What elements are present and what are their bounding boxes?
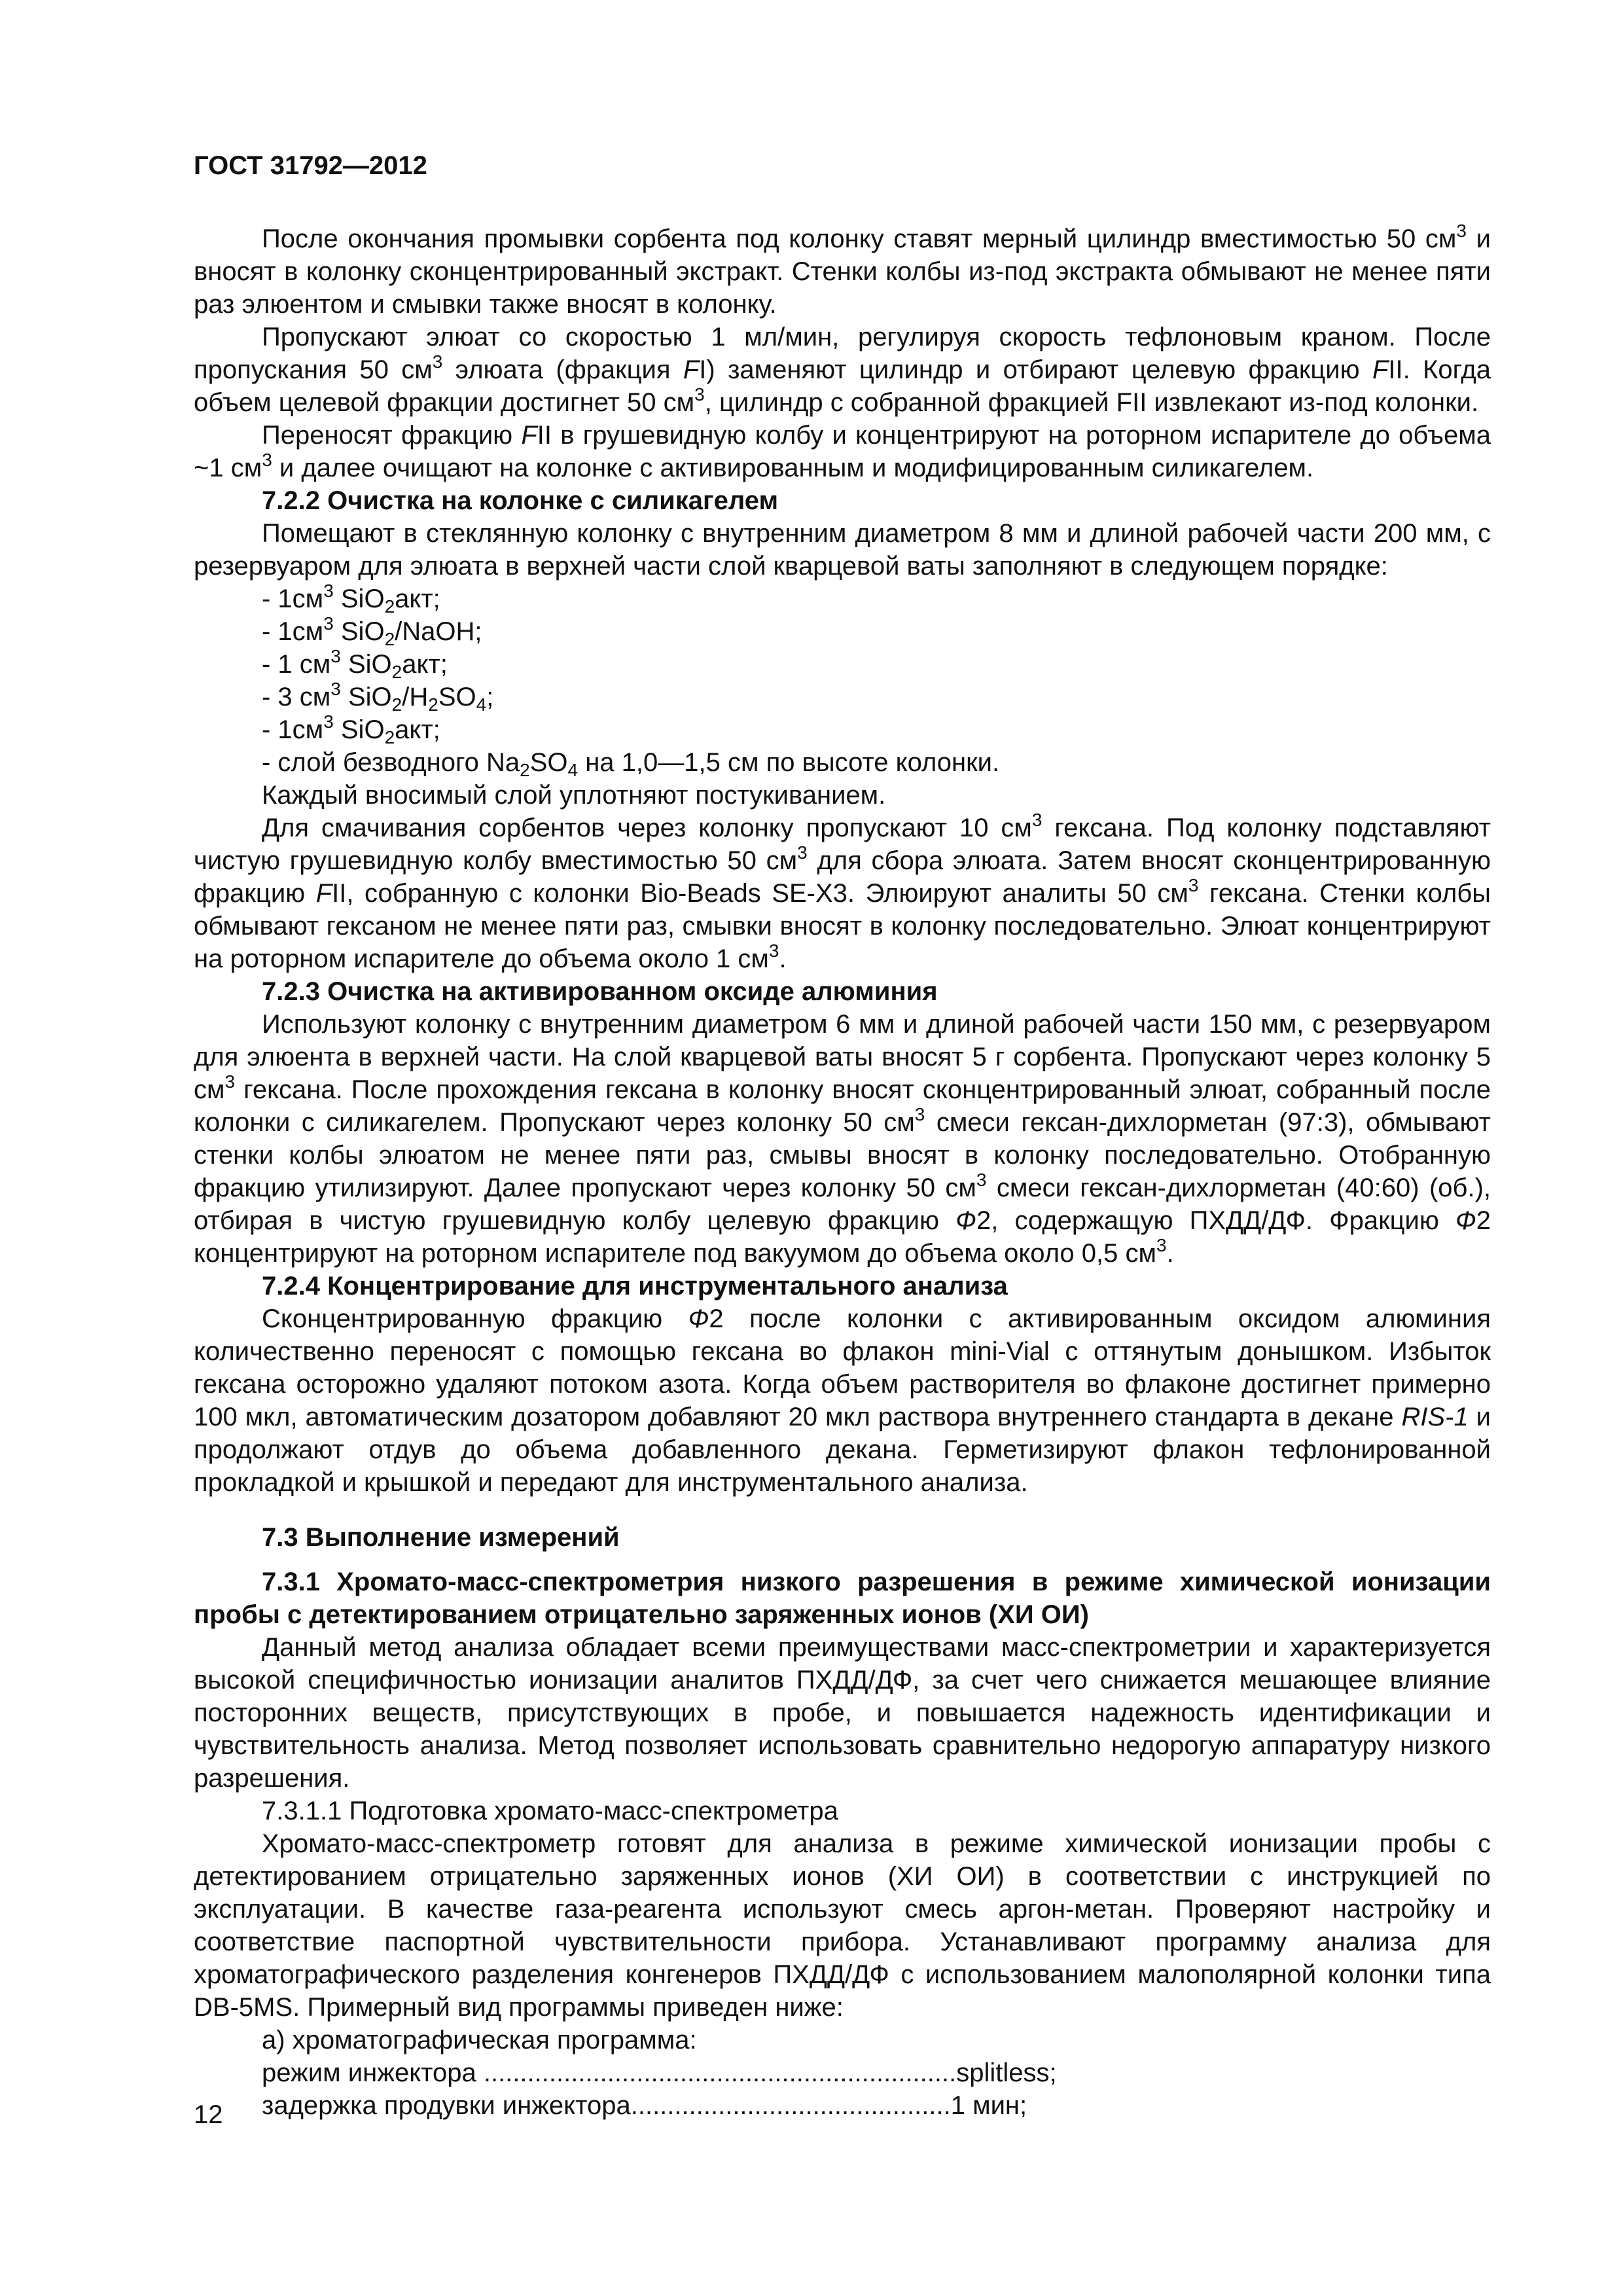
paragraph: Пропускают элюат со скоростью 1 мл/мин, регулируя скорость тефлоновым краном. После пропускания 50 $см^3$ элюата (фракция FI) заменяют цилиндр и отбирают целевую фракцию FII. Когда объем целевой фракции достигнет 50 $см^3$, цилиндр с собранной фракцией FII извлекают из-под колонки.: [194, 323, 1491, 417]
paragraph: После окончания промывки сорбента под колонку ставят мерный цилиндр вместимостью 50 $см^3$ и вносят в колонку сконцентрированный экстракт. Стенки колбы из-под экстракта обмывают не менее пяти раз элюентом и смывки также вносят в колонку.: [194, 221, 1491, 319]
list-item: - слой безводного $Na_2SO_4$ на 1,0—1,5 см по высоте колонки.: [262, 748, 1000, 780]
program-line: задержка продувки инжектора............................................1 мин;: [262, 2091, 1027, 2120]
paragraph: Переносят фракцию FII в грушевидную колбу и концентрируют на роторном испарителе до объема ~1 $см^3$ и далее очищают на колонке с активированным и модифицированным силикагелем.: [194, 421, 1491, 482]
paragraph: Используют колонку с внутренним диаметром 6 мм и длиной рабочей части 150 мм, с резервуаром для элюента в верхней части. На слой кварцевой ваты вносят 5 г сорбента. Пропускают через колонку 5 $см^3$ гексана. После прохождения гексана в колонку вносят сконцентрированный элюат, собранный после колонки с силикагелем. Пропускают через колонку 50 $см^3$ смеси гексан-дихлорметан (97:3), обмывают стенки колбы элюатом не менее пяти раз, смывы вносят в колонку последовательно. Отобранную фракцию утилизируют. Далее пропускают через колонку 50 $см^3$ смеси гексан-дихлорметан (40:60) (об.), отбирая в чистую грушевидную колбу целевую фракцию Ф2, содержащую ПХДД/ДФ. Фракцию Ф2 концентрируют на роторном испарителе под вакуумом до объема около 0,5 $см^3$.: [194, 1010, 1491, 1268]
paragraph: Помещают в стеклянную колонку с внутренним диаметром 8 мм и длиной рабочей части 200 мм, с резервуаром для элюата в верхней части слой кварцевой ваты заполняют в следующем порядке:: [194, 519, 1491, 581]
document-body: [194, 223, 1491, 2122]
paragraph: Данный метод анализа обладает всеми преимуществами масс-спектрометрии и характеризуется высокой специфичностью ионизации аналитов ПХДД/ДФ, за счет чего снижается мешающее влияние посторонних веществ, присутствующих в пробе, и повышается надежность идентификации и чувствительность анализа. Метод позволяет использовать сравнительно недорогую аппаратуру низкого разрешения.: [194, 1633, 1491, 1793]
section-heading-7-3: 7.3 Выполнение измерений: [262, 1523, 620, 1552]
list-item: - $1см^3$ SiO$_2$/NaOH;: [262, 613, 482, 649]
paragraph: Хромато-масс-спектрометр готовят для анализа в режиме химической ионизации пробы с детектированием отрицательно заряженных ионов (ХИ ОИ) в соответствии с инструкцией по эксплуатации. В качестве газа-реагента используют смесь аргон-метан. Проверяют настройку и соответствие паспортной чувствительности прибора. Устанавливают программу анализа для хроматографического разделения конгенеров ПХДД/ДФ с использованием малополярной колонки типа DB-5MS. Примерный вид программы приведен ниже:: [194, 1829, 1491, 2022]
page-number: 12: [194, 2100, 223, 2129]
list-item: - 1 $см^3$ SiO$_2$акт;: [262, 646, 448, 682]
section-heading-7-2-2: 7.2.2 Очистка на колонке с силикагелем: [262, 486, 779, 515]
list-item: - $1см^3$ SiO$_2$акт;: [262, 581, 440, 617]
subsection-heading-7-3-1-1: 7.3.1.1 Подготовка хромато-масс-спектрометра: [262, 1797, 838, 1825]
paragraph: Для смачивания сорбентов через колонку пропускают 10 $см^3$ гексана. Под колонку подставляют чистую грушевидную колбу вместимостью 50 $см^3$ для сбора элюата. Затем вносят сконцентрированную фракцию FII, собранную с колонки Bio-Beads SE-X3. Элюируют аналиты 50 $см^3$ гексана. Стенки колбы обмывают гексаном не менее пяти раз, смывки вносят в колонку последовательно. Элюат концентрируют на роторном испарителе до объема около 1 $см^3$.: [194, 810, 1491, 973]
program-line: режим инжектора .................................................................splitless;: [262, 2058, 1057, 2087]
program-list-heading: а) хроматографическая программа:: [262, 2026, 697, 2054]
section-heading-7-3-1: 7.3.1 Хромато-масс-спектрометрия низкого разрешения в режиме химической ионизации пробы с детектированием отрицательно заряженных ионов (ХИ ОИ): [194, 1568, 1491, 1629]
section-heading-7-2-3: 7.2.3 Очистка на активированном оксиде алюминия: [262, 977, 938, 1006]
section-heading-7-2-4: 7.2.4 Концентрирование для инструментального анализа: [262, 1272, 1008, 1300]
paragraph: Сконцентрированную фракцию Ф2 после колонки с активированным оксидом алюминия количественно переносят с помощью гексана во флакон mini-Vial с оттянутым донышком. Избыток гексана осторожно удаляют потоком азота. Когда объем растворителя во флаконе достигнет примерно 100 мкл, автоматическим дозатором добавляют 20 мкл раствора внутреннего стандарта в декане RIS-1 и продолжают отдув до объема добавленного декана. Герметизируют флакон тефлонированной прокладкой и крышкой и передают для инструментального анализа.: [194, 1304, 1491, 1497]
standard-header: ГОСТ 31792—2012: [194, 151, 427, 180]
paragraph: Каждый вносимый слой уплотняют постукиванием.: [262, 781, 886, 810]
list-item: - $1см^3$ SiO$_2$акт;: [262, 711, 440, 747]
list-item: - 3 $см^3$ $SiO_2/H_2SO_4$;: [262, 679, 494, 715]
